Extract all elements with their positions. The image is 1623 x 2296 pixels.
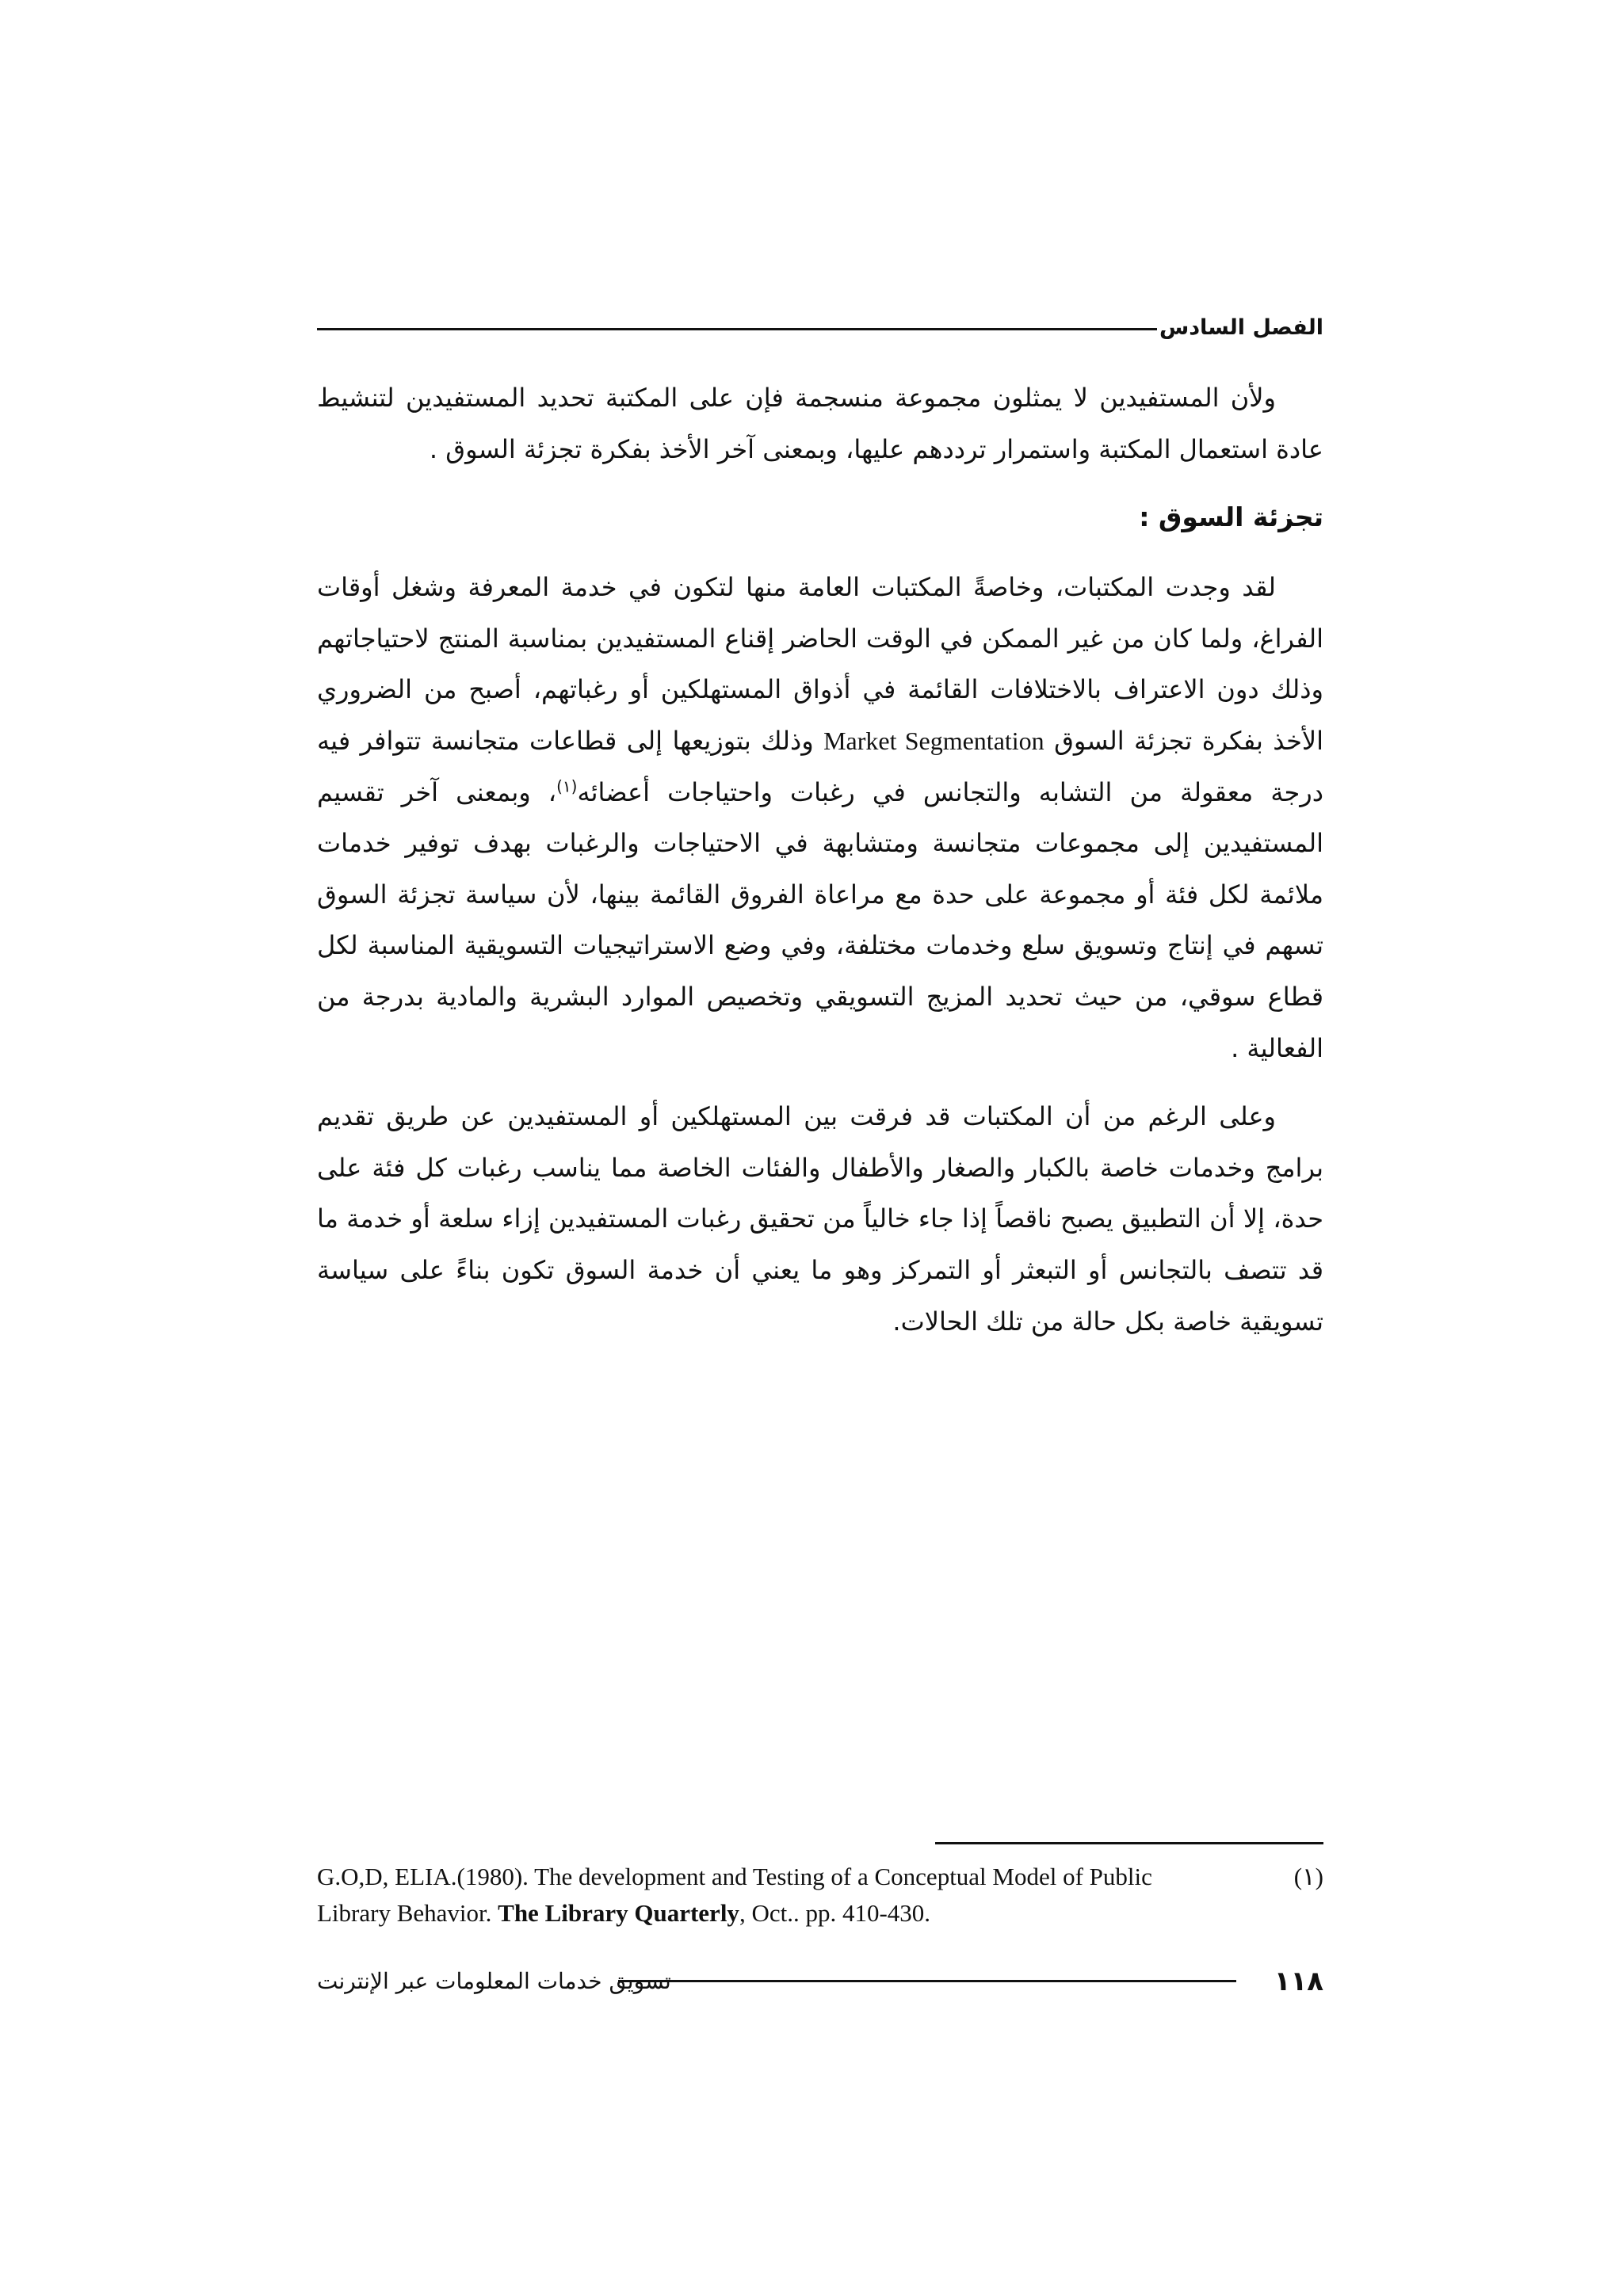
footnote [317,1859,1323,1932]
paragraph-2-part-3: ، وبمعنى آخر تقسيم المستفيدين إلى مجموعات متجانسة ومتشابهة في الاحتياجات والرغبات بهدف توفير خدمات ملائمة لكل فئة أو مجموعة على حدة مع مراعاة الفروق القائمة بينها، لأن سياسة تجزئة السوق تسهم في إنتاج وتسويق سلع وخدمات مختلفة، وفي وضع الاستراتيجيات التسويقية المناسبة لكل قطاع سوقي، من حيث تحديد المزيج التسويقي وتخصيص الموارد البشرية والمادية بدرجة من الفعالية . [317,776,1323,1063]
section-heading: تجزئة السوق : [1139,502,1323,533]
paragraph-2-part-2: وذلك بتوزيعها إلى قطاعات متجانسة تتوافر فيه درجة معقولة من التشابه والتجانس في رغبات واحتياجات أعضائه [317,725,1324,807]
footnote-line-2 [317,1895,1323,1932]
market-segmentation-term: Market Segmentation [823,726,1044,755]
footnote-line-1: G.O,D, ELIA.(1980). The development and Testing of a Conceptual Model of Public [317,1863,1152,1890]
paragraph-2 [317,562,1323,1074]
footnote-journal: The Library Quarterly [498,1899,739,1927]
book-title: تسويق خدمات المعلومات عبر الإنترنت [317,1968,671,1994]
running-header [317,311,1323,349]
page-footer [317,1962,1323,2009]
paragraph-3: وعلى الرغم من أن المكتبات قد فرقت بين المستهلكين أو المستفيدين عن طريق تقديم برامج وخدمات خاصة بالكبار والصغار والأطفال والفئات الخاصة مما يناسب رغبات كل فئة على حدة، إلا أن التطبيق يصبح ناقصاً إذا جاء خالياً من تحقيق رغبات المستفيدين إزاء سلعة أو خدمة ما قد تتصف بالتجانس أو التبعثر أو التمركز وهو ما يعني أن خدمة السوق تكون بناءً على سياسة تسويقية خاصة بكل حالة من تلك الحالات. [317,1101,1323,1337]
footnote-pages: , Oct.. pp. 410-430. [739,1899,931,1927]
header-rule [317,328,1157,330]
paragraph-1: ولأن المستفيدين لا يمثلون مجموعة منسجمة فإن على المكتبة تحديد المستفيدين لتنشيط عادة استعمال المكتبة واستمرار ترددهم عليها، وبمعنى آخر الأخذ بفكرة تجزئة السوق . [317,383,1323,464]
footnote-rule [935,1842,1323,1844]
footnote-reference: (١) [556,776,578,795]
paragraph-2-part-1: لقد وجدت المكتبات، وخاصةً المكتبات العامة منها لتكون في خدمة المعرفة وشغل أوقات الفراغ، ولما كان من غير الممكن في الوقت الحاضر إقناع المستفيدين بمناسبة المنتج لاحتياجاتهم وذلك دون الاعتراف بالاختلافات القائمة في أذواق المستهلكين أو رغباتهم، أصبح من الضروري الأخذ بفكرة تجزئة السوق [317,572,1324,756]
chapter-title: الفصل السادس [1159,315,1323,340]
page-number: ١١٨ [1274,1966,1323,1997]
footnote-number: (١) [1293,1863,1323,1890]
body-text [317,372,1323,1347]
footnote-authors-title: Library Behavior. [317,1899,498,1927]
footer-rule [618,1980,1236,1982]
